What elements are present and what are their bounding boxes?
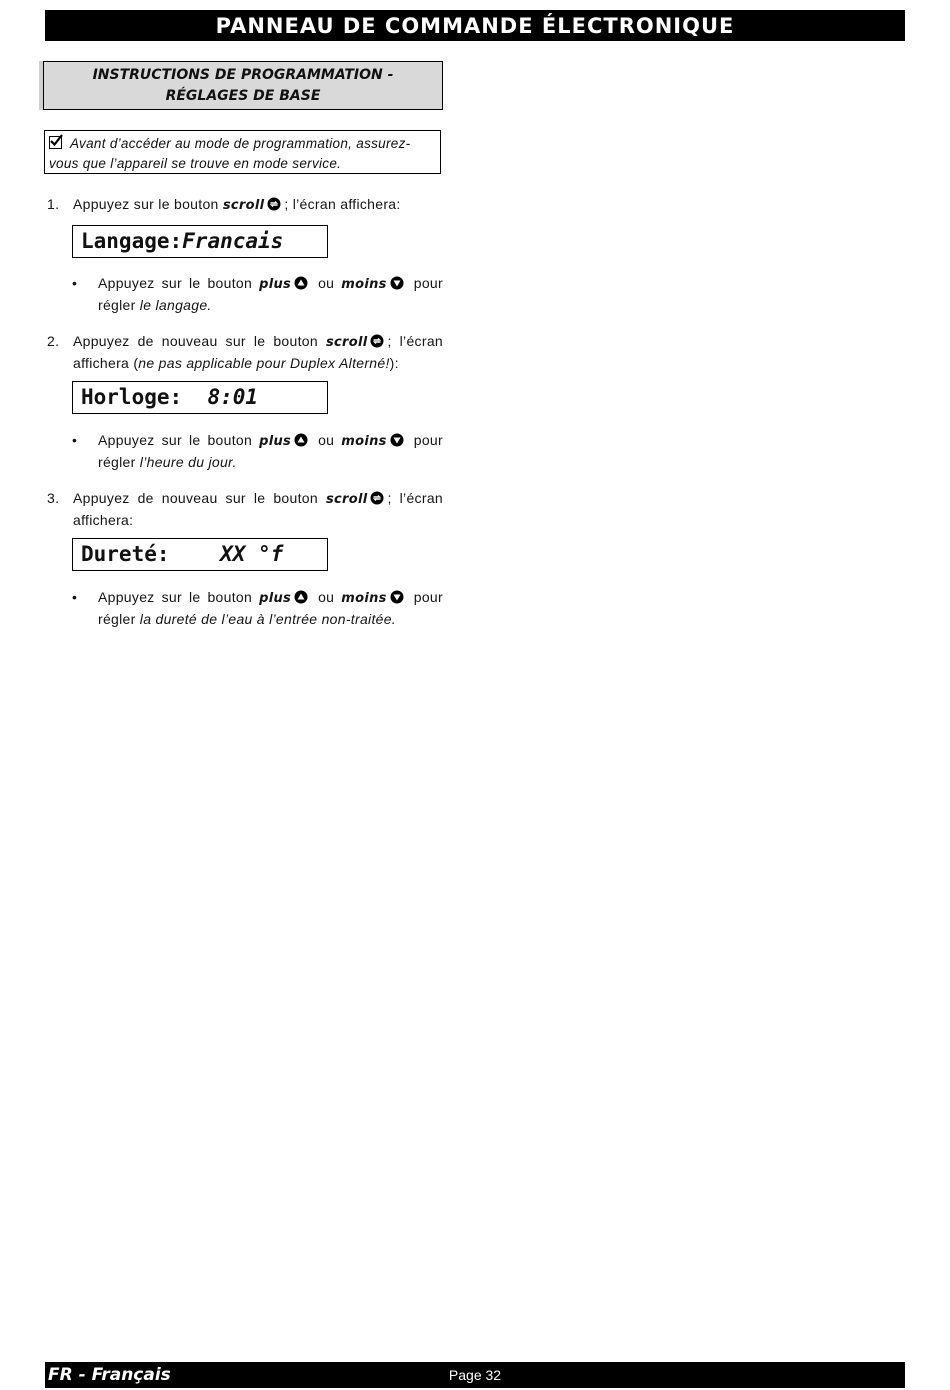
bullet-hardness bbox=[72, 587, 443, 629]
page-header bbox=[45, 10, 905, 41]
minus-button-icon bbox=[390, 275, 404, 295]
or-text: ou bbox=[318, 432, 335, 448]
bullet-target: la dureté de l’eau à l’entrée non-traitée. bbox=[139, 611, 397, 627]
bullet-text: Appuyez sur le bouton bbox=[98, 589, 253, 605]
lcd-label: Horloge: bbox=[81, 385, 208, 409]
lcd-label: Dureté: bbox=[81, 542, 221, 566]
bullet-language bbox=[72, 273, 443, 315]
section-title-box bbox=[43, 61, 443, 110]
plus-button-icon bbox=[294, 432, 308, 452]
plus-keyword: plus bbox=[259, 591, 292, 606]
lcd-value: 8:01 bbox=[207, 385, 259, 409]
page-footer bbox=[45, 1362, 905, 1388]
bullet-dot: • bbox=[72, 589, 78, 605]
plus-button-icon bbox=[294, 589, 308, 609]
lcd-value: XX °f bbox=[220, 542, 284, 566]
footer-language: FR - Français bbox=[48, 1365, 171, 1385]
step-text-after: ; l’écran affichera: bbox=[284, 196, 401, 212]
lcd-display-clock bbox=[72, 381, 328, 414]
bullet-target: le langage. bbox=[139, 297, 212, 313]
lcd-display-language bbox=[72, 225, 328, 258]
bullet-text: Appuyez sur le bouton bbox=[98, 275, 253, 291]
or-text: ou bbox=[318, 589, 335, 605]
regler-text: régler bbox=[98, 297, 136, 313]
minus-button-icon bbox=[390, 589, 404, 609]
step-number: 2. bbox=[47, 333, 60, 349]
bullet-dot: • bbox=[72, 432, 78, 448]
pour-text: pour bbox=[413, 432, 443, 448]
regler-text: régler bbox=[98, 454, 136, 470]
plus-button-icon bbox=[294, 275, 308, 295]
minus-keyword: moins bbox=[341, 591, 387, 606]
footer-page-number: Page 32 bbox=[448, 1367, 502, 1383]
checkbox-checked-icon bbox=[49, 136, 62, 149]
lcd-value: Francais bbox=[182, 229, 284, 253]
step-2 bbox=[47, 331, 443, 373]
minus-button-icon bbox=[390, 432, 404, 452]
minus-keyword: moins bbox=[341, 277, 387, 292]
step-number: 3. bbox=[47, 490, 60, 506]
scroll-button-icon bbox=[370, 333, 384, 353]
note-box bbox=[44, 130, 441, 174]
plus-keyword: plus bbox=[259, 277, 292, 292]
step-text-after: ; l’écran affichera: bbox=[73, 490, 443, 528]
step-number: 1. bbox=[47, 196, 60, 212]
page-title: PANNEAU DE COMMANDE ÉLECTRONIQUE bbox=[215, 13, 735, 38]
pour-text: pour bbox=[413, 589, 443, 605]
step-3 bbox=[47, 488, 443, 530]
lcd-label: Langage: bbox=[81, 229, 183, 253]
plus-keyword: plus bbox=[259, 434, 292, 449]
bullet-dot: • bbox=[72, 275, 78, 291]
scroll-keyword: scroll bbox=[325, 492, 368, 507]
step-text: Appuyez sur le bouton bbox=[73, 196, 219, 212]
section-title-line1: INSTRUCTIONS DE PROGRAMMATION - bbox=[92, 66, 394, 83]
step-text-end: ): bbox=[389, 355, 399, 371]
note-line1: Avant d’accéder au mode de programmation, assurez- bbox=[70, 136, 411, 151]
scroll-button-icon bbox=[370, 490, 384, 510]
step-text: Appuyez de nouveau sur le bouton bbox=[73, 333, 318, 349]
step-note: ne pas applicable pour Duplex Alterné! bbox=[138, 355, 390, 371]
step-text-after: ; l’écran affichera ( bbox=[73, 333, 443, 371]
scroll-keyword: scroll bbox=[325, 335, 368, 350]
step-text: Appuyez de nouveau sur le bouton bbox=[73, 490, 318, 506]
or-text: ou bbox=[318, 275, 335, 291]
bullet-target: l’heure du jour. bbox=[139, 454, 237, 470]
lcd-display-hardness bbox=[72, 538, 328, 571]
bullet-text: Appuyez sur le bouton bbox=[98, 432, 253, 448]
bullet-clock bbox=[72, 430, 443, 472]
scroll-button-icon bbox=[267, 196, 281, 216]
step-1 bbox=[47, 194, 443, 216]
section-title-line2: RÉGLAGES DE BASE bbox=[165, 87, 321, 104]
regler-text: régler bbox=[98, 611, 136, 627]
scroll-keyword: scroll bbox=[222, 198, 265, 213]
minus-keyword: moins bbox=[341, 434, 387, 449]
note-line2: vous que l’appareil se trouve en mode service. bbox=[49, 156, 342, 171]
pour-text: pour bbox=[413, 275, 443, 291]
